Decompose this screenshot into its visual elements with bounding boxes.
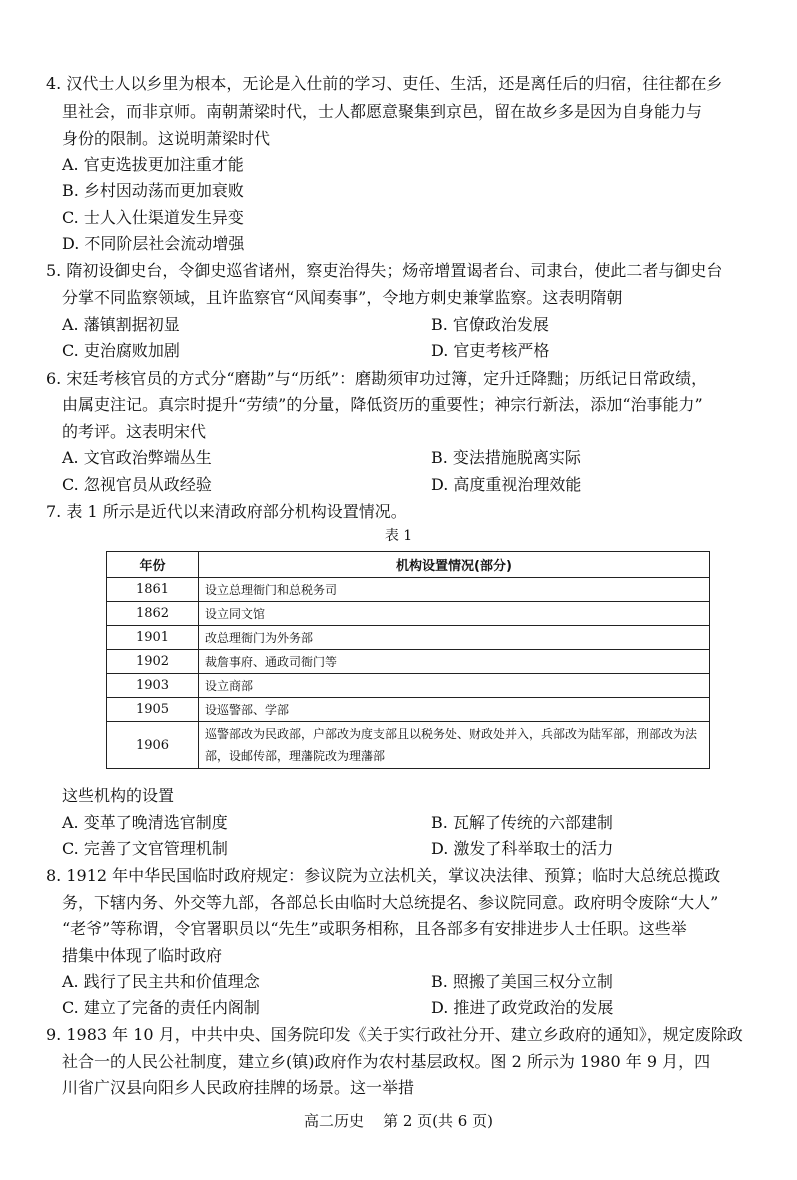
table-header-setup: 机构设置情况(部分) bbox=[199, 552, 710, 578]
q9-line-1: 9. 1983 年 10 月，中共中央、国务院印发《关于实行政社分开、建立乡政府的通知》，规定废除政 bbox=[46, 1025, 743, 1044]
table-cell-text: 巡警部改为民政部，户部改为度支部且以税务处、财政处并入，兵部改为陆军部，刑部改为法部，设邮传部，理藩院改为理藩部 bbox=[199, 722, 710, 769]
table-cell-text: 设立总理衙门和总税务司 bbox=[199, 578, 710, 602]
q8-option-b: B. 照搬了美国三权分立制 bbox=[431, 972, 613, 991]
q7-option-b: B. 瓦解了传统的六部建制 bbox=[431, 813, 613, 832]
table-row bbox=[107, 698, 710, 722]
q5-option-d: D. 官吏考核严格 bbox=[431, 341, 550, 360]
table-cell-year: 1906 bbox=[107, 722, 199, 769]
q8-line-4: 措集中体现了临时政府 bbox=[62, 946, 223, 965]
q6-option-d: D. 高度重视治理效能 bbox=[431, 475, 582, 494]
table-row bbox=[107, 578, 710, 602]
q7-stem: 这些机构的设置 bbox=[62, 786, 175, 805]
q8-option-c: C. 建立了完备的责任内阁制 bbox=[62, 998, 260, 1017]
q8-line-1: 8. 1912 年中华民国临时政府规定：参议院为立法机关，掌议决法律、预算；临时大总统总揽政 bbox=[46, 866, 721, 885]
q9-line-3: 川省广汉县向阳乡人民政府挂牌的场景。这一举措 bbox=[62, 1078, 415, 1097]
q4-option-b: B. 乡村因动荡而更加衰败 bbox=[62, 181, 244, 200]
q7-option-c: C. 完善了文官管理机制 bbox=[62, 839, 228, 858]
q6-option-c: C. 忽视官员从政经验 bbox=[62, 475, 212, 494]
q8-option-a: A. 践行了民主共和价值理念 bbox=[62, 972, 260, 991]
table-cell-text: 设立商部 bbox=[199, 674, 710, 698]
q4-line-1: 4. 汉代士人以乡里为根本，无论是入仕前的学习、吏任、生活，还是离任后的归宿，往往都在乡 bbox=[46, 74, 723, 93]
table-row bbox=[107, 602, 710, 626]
table-cell-year: 1902 bbox=[107, 650, 199, 674]
table-caption: 表 1 bbox=[384, 528, 413, 544]
q6-option-b: B. 变法措施脱离实际 bbox=[431, 448, 581, 467]
table-cell-year: 1905 bbox=[107, 698, 199, 722]
q4-line-2: 里社会，而非京师。南朝萧梁时代，士人都愿意聚集到京邑，留在故乡多是因为自身能力与 bbox=[62, 102, 703, 121]
q5-option-a: A. 藩镇割据初显 bbox=[62, 315, 180, 334]
q8-line-3: “老爷”等称谓，令官署职员以“先生”或职务相称，且各部多有安排进步人士任职。这些举 bbox=[62, 919, 687, 938]
table-row bbox=[107, 650, 710, 674]
institution-table bbox=[106, 551, 710, 769]
q7-line-1: 7. 表 1 所示是近代以来清政府部分机构设置情况。 bbox=[46, 502, 407, 521]
table-cell-year: 1903 bbox=[107, 674, 199, 698]
q5-line-2: 分掌不同监察领域，且许监察官“风闻奏事”，令地方刺史兼掌监察。这表明隋朝 bbox=[62, 288, 623, 307]
table-cell-year: 1901 bbox=[107, 626, 199, 650]
q8-line-2: 务，下辖内务、外交等九部，各部总长由临时大总统提名、参议院同意。政府明令废除“大人” bbox=[62, 893, 719, 912]
table-row bbox=[107, 674, 710, 698]
q4-option-c: C. 士人入仕渠道发生异变 bbox=[62, 208, 244, 227]
q8-option-d: D. 推进了政党政治的发展 bbox=[431, 998, 614, 1017]
q4-line-3: 身份的限制。这说明萧梁时代 bbox=[62, 129, 271, 148]
table-row bbox=[107, 722, 710, 769]
table-cell-year: 1862 bbox=[107, 602, 199, 626]
q4-option-a: A. 官吏选拔更加注重才能 bbox=[62, 155, 244, 174]
table-header-year: 年份 bbox=[107, 552, 199, 578]
q9-line-2: 社合一的人民公社制度，建立乡(镇)政府作为农村基层政权。图 2 所示为 1980 年 9 月，四 bbox=[62, 1052, 711, 1071]
table-cell-text: 裁詹事府、通政司衙门等 bbox=[199, 650, 710, 674]
q7-option-a: A. 变革了晚清选官制度 bbox=[62, 813, 228, 832]
q5-option-b: B. 官僚政治发展 bbox=[431, 315, 549, 334]
q6-line-3: 的考评。这表明宋代 bbox=[62, 422, 207, 441]
q5-line-1: 5. 隋初设御史台，令御史巡省诸州，察吏治得失；炀帝增置谒者台、司隶台，使此二者与御史台 bbox=[46, 261, 723, 280]
q6-line-2: 由属吏注记。真宗时提升“劳绩”的分量，降低资历的重要性；神宗行新法，添加“治事能力” bbox=[62, 395, 703, 414]
table-cell-text: 改总理衙门为外务部 bbox=[199, 626, 710, 650]
q6-option-a: A. 文官政治弊端丛生 bbox=[62, 448, 212, 467]
table-cell-text: 设立同文馆 bbox=[199, 602, 710, 626]
table-header-row bbox=[107, 552, 710, 578]
table-cell-year: 1861 bbox=[107, 578, 199, 602]
page-footer: 高二历史 第 2 页(共 6 页) bbox=[304, 1112, 493, 1130]
q5-option-c: C. 吏治腐败加剧 bbox=[62, 341, 180, 360]
q6-line-1: 6. 宋廷考核官员的方式分“磨勘”与“历纸”：磨勘须审功过簿，定升迁降黜；历纸记日常政绩， bbox=[46, 369, 708, 388]
q4-option-d: D. 不同阶层社会流动增强 bbox=[62, 234, 245, 253]
q7-option-d: D. 激发了科举取士的活力 bbox=[431, 839, 614, 858]
table-row bbox=[107, 626, 710, 650]
table-cell-text: 设巡警部、学部 bbox=[199, 698, 710, 722]
